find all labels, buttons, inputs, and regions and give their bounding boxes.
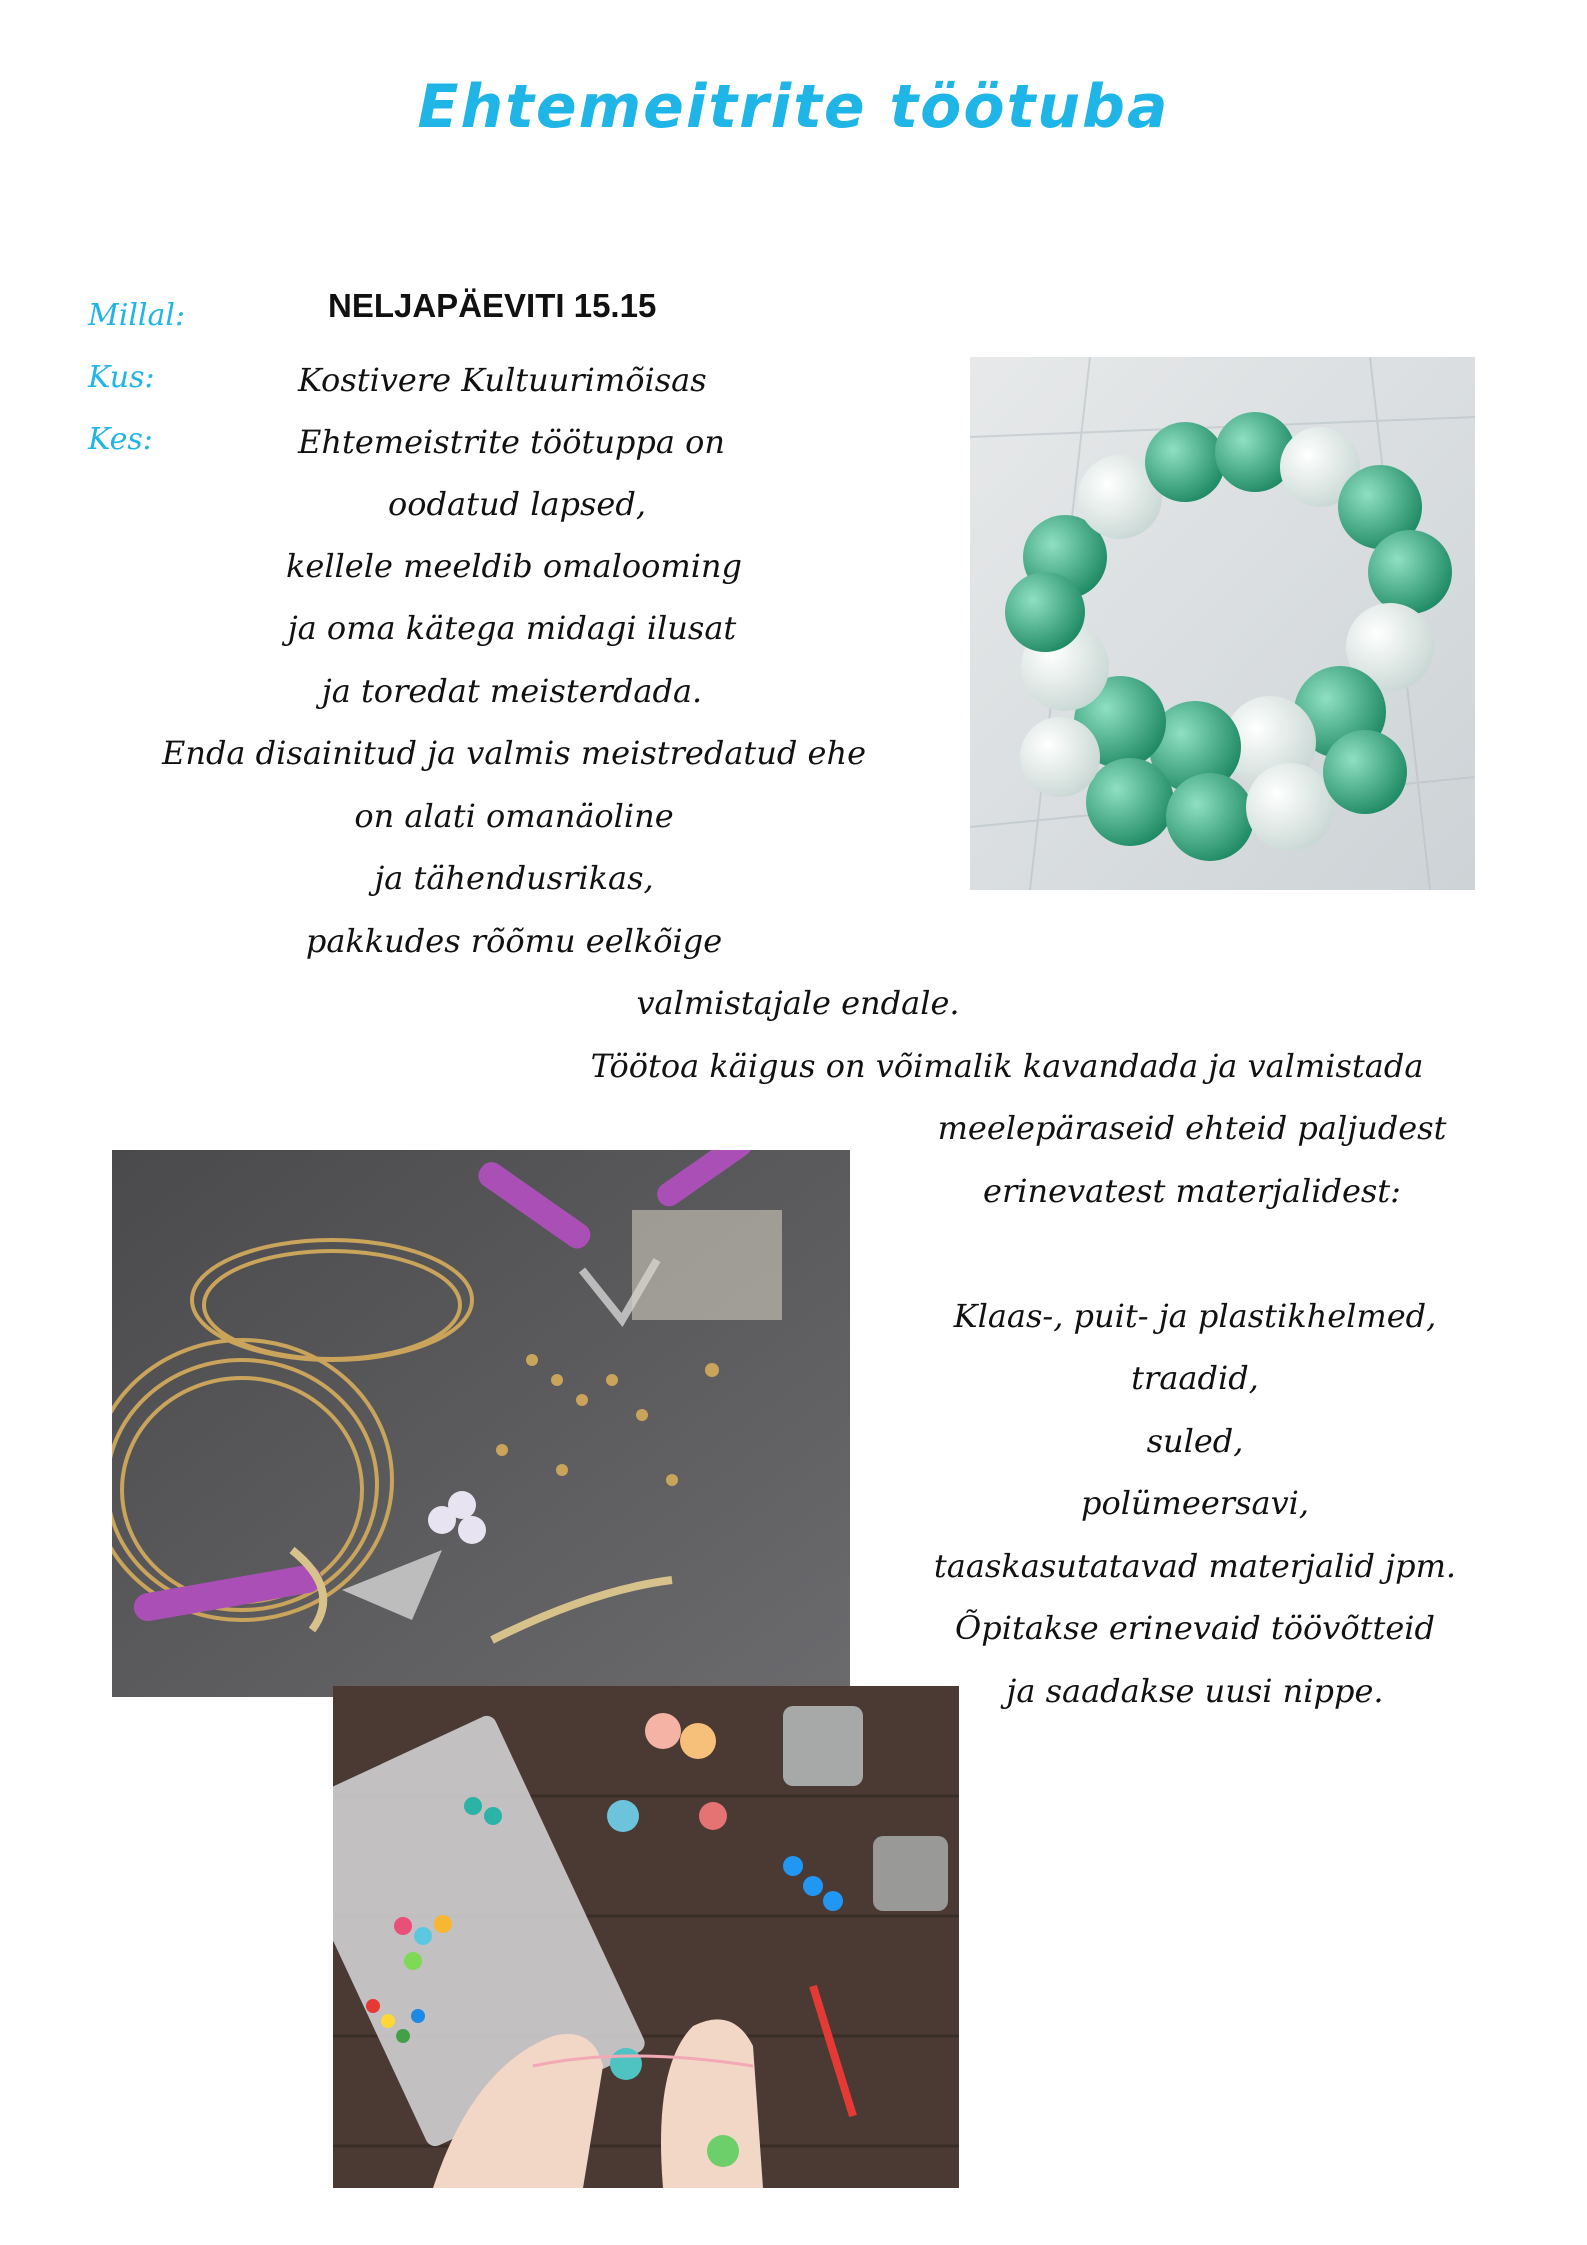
body-line: ja toredat meisterdada. (321, 672, 703, 710)
bracelet-photo (970, 357, 1475, 890)
beading-photo (333, 1686, 959, 2188)
body-line: Ehtemeistrite töötuppa on (298, 423, 726, 461)
body-line: erinevatest materjalidest: (983, 1172, 1401, 1210)
body-line: pakkudes rõõmu eelkõige (305, 922, 723, 960)
tools-photo (112, 1150, 850, 1697)
body-line: valmistajale endale. (636, 984, 960, 1022)
who-label: Kes: (88, 422, 153, 457)
body-line: Õpitakse erinevaid töövõtteid (955, 1609, 1435, 1647)
body-line: traadid, (1131, 1359, 1259, 1397)
body-line: taaskasutatavad materjalid jpm. (933, 1547, 1457, 1585)
body-line: ja saadakse uusi nippe. (1006, 1672, 1384, 1710)
body-line: kellele meeldib omalooming (285, 547, 743, 585)
body-line: Töötoa käigus on võimalik kavandada ja valmistada (590, 1047, 1424, 1085)
page-title: Ehtemeitrite töötuba (417, 72, 1170, 142)
body-line: meelepäraseid ehteid paljudest (937, 1109, 1447, 1147)
body-line: suled, (1146, 1422, 1244, 1460)
body-line: Enda disainitud ja valmis meistredatud ehe (161, 734, 867, 772)
body-line: ja oma kätega midagi ilusat (287, 609, 737, 647)
when-label: Millal: (88, 298, 186, 333)
body-line: polümeersavi, (1080, 1484, 1310, 1522)
body-line: ja tähendusrikas, (374, 859, 654, 897)
where-value: Kostivere Kultuurimõisas (298, 361, 707, 399)
body-line: Klaas-, puit- ja plastikhelmed, (953, 1297, 1437, 1335)
body-line: on alati omanäoline (354, 797, 674, 835)
where-label: Kus: (88, 360, 155, 395)
when-value: NELJAPÄEVITI 15.15 (328, 287, 657, 324)
body-line: oodatud lapsed, (387, 485, 647, 523)
